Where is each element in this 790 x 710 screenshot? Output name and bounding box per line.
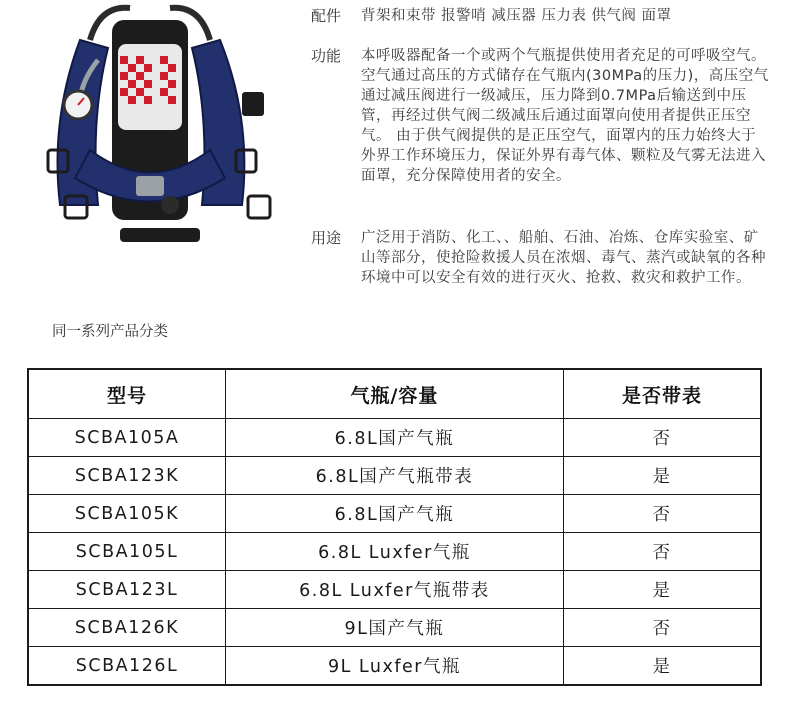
cell-model: SCBA126K — [28, 609, 225, 647]
cell-model: SCBA123L — [28, 571, 225, 609]
cell-model: SCBA105A — [28, 419, 225, 457]
function-label: 功能 — [311, 47, 342, 65]
function-row — [311, 46, 771, 186]
table-row — [28, 419, 761, 457]
cell-gauge: 是 — [563, 571, 761, 609]
cell-cylinder: 9L国产气瓶 — [225, 609, 563, 647]
cell-cylinder: 6.8L国产气瓶 — [225, 419, 563, 457]
table-row — [28, 571, 761, 609]
table-row — [28, 609, 761, 647]
cell-gauge: 否 — [563, 609, 761, 647]
table-row — [28, 495, 761, 533]
cell-cylinder: 9L Luxfer气瓶 — [225, 647, 563, 686]
accessories-row — [311, 6, 771, 26]
cell-model: SCBA105L — [28, 533, 225, 571]
table-row — [28, 533, 761, 571]
cell-cylinder: 6.8L国产气瓶带表 — [225, 457, 563, 495]
header-model: 型号 — [28, 369, 225, 419]
cell-gauge: 是 — [563, 457, 761, 495]
cell-cylinder: 6.8L Luxfer气瓶带表 — [225, 571, 563, 609]
accessories-text: 背架和束带 报警哨 减压器 压力表 供气阀 面罩 — [361, 8, 672, 24]
cell-gauge: 是 — [563, 647, 761, 686]
product-series-table — [27, 368, 762, 686]
cell-gauge: 否 — [563, 533, 761, 571]
header-cylinder: 气瓶/容量 — [225, 369, 563, 419]
cell-model: SCBA105K — [28, 495, 225, 533]
header-gauge: 是否带表 — [563, 369, 761, 419]
breathing-apparatus-image — [20, 0, 280, 262]
cell-model: SCBA126L — [28, 647, 225, 686]
cell-cylinder: 6.8L Luxfer气瓶 — [225, 533, 563, 571]
table-row — [28, 647, 761, 686]
table-row — [28, 457, 761, 495]
usage-text: 广泛用于消防、化工、、船舶、石油、冶炼、仓库实验室、矿山等部分，使抢险救援人员在浓烟、毒气、蒸汽或缺氧的各种环境中可以安全有效的进行灭火、抢救、救灾和救护工作。 — [361, 230, 766, 286]
cell-gauge: 否 — [563, 495, 761, 533]
usage-label: 用途 — [311, 229, 342, 247]
function-text: 本呼吸器配备一个或两个气瓶提供使用者充足的可呼吸空气。空气通过高压的方式储存在气瓶内(30MPa的压力)，高压空气通过减压阀进行一级减压，压力降到0.7MPa后输送到中压管，再经过供气阀二级减压后通过面罩向使用者提供正压空气。 由于供气阀提供的是正压空气，面罩内的压力始终大于外界工作环境压力，保证外界有毒气体、颗粒及气雾无法进入面罩，充分保障使用者的安全。 — [361, 48, 769, 184]
accessories-label: 配件 — [311, 7, 342, 25]
usage-row — [311, 228, 771, 288]
cell-gauge: 否 — [563, 419, 761, 457]
table-header-row — [28, 369, 761, 419]
cell-cylinder: 6.8L国产气瓶 — [225, 495, 563, 533]
cell-model: SCBA123K — [28, 457, 225, 495]
series-title: 同一系列产品分类 — [52, 324, 168, 340]
